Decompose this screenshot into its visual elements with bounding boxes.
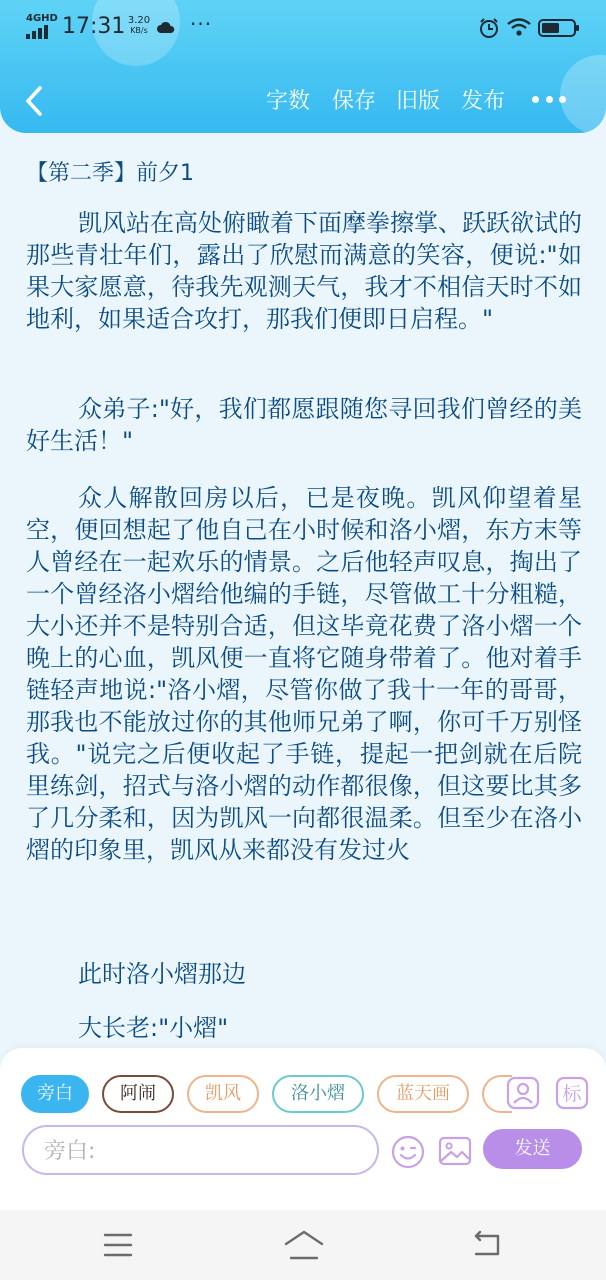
system-nav-bar [0, 1210, 606, 1280]
clock-time: 17:31 [62, 14, 126, 39]
message-input[interactable] [44, 1133, 364, 1169]
menu-icon[interactable] [103, 1232, 133, 1258]
editor-toolbar [0, 72, 606, 128]
role-chip-lantianhua[interactable]: 蓝天画 [377, 1075, 469, 1113]
home-icon[interactable] [283, 1228, 325, 1262]
tag-icon[interactable] [555, 1076, 589, 1110]
story-paragraph: 凯风站在高处俯瞰着下面摩拳擦掌、跃跃欲试的那些青壮年们，露出了欣慰而满意的笑容，便说:"如果大家愿意，待我先观测天气，我才不相信天时不如地利，如果适合攻打，那我们便即日启程。" [26, 209, 582, 333]
dialogue-composer [0, 1048, 606, 1210]
back-icon[interactable] [470, 1230, 504, 1260]
message-input-box [22, 1125, 379, 1175]
cloud-icon [156, 20, 176, 34]
status-bar [0, 0, 606, 56]
story-paragraph: 此时洛小熠那边 [78, 960, 246, 988]
role-chip-luoxiaoyi[interactable]: 洛小熠 [272, 1075, 364, 1113]
story-paragraph: 众人解散回房以后，已是夜晚。凯风仰望着星空，便回想起了他自己在小时候和洛小熠，东方末等人曾经在一起欢乐的情景。之后他轻声叹息，掏出了一个曾经洛小熠给他编的手链，尽管做工十分粗糙，大小还并不是特别合适，但这毕竟花费了洛小熠一个晚上的心血，凯风便一直将它随身带着了。他对着手链轻声地说:"洛小熠，尽管你做了我十一年的哥哥，那我也不能放过你的其他师兄弟了啊，你可千万别怪我。"说完之后便收起了手链，提起一把剑就在后院里练剑，招式与洛小熠的动作都很像，但这要比其多了几分柔和，因为凯风一向都很温柔。但至少在洛小熠的印象里，凯风从来都没有发过火 [26, 484, 582, 864]
svg-text:标: 标 [562, 1083, 582, 1105]
story-content[interactable] [0, 133, 606, 1048]
alarm-icon [478, 17, 500, 39]
chevron-left-icon[interactable] [18, 84, 50, 118]
speed-unit: KB/s [130, 26, 148, 35]
chapter-title: 【第二季】前夕1 [26, 161, 194, 186]
person-card-icon[interactable] [506, 1076, 540, 1110]
image-icon[interactable] [438, 1134, 472, 1168]
publish-button[interactable]: 发布 [461, 89, 506, 114]
network-type: 4GHD [26, 13, 58, 24]
story-paragraph: 大长老:"小熠" [78, 1014, 229, 1042]
send-button[interactable]: 发送 [483, 1129, 582, 1169]
word-count-button[interactable]: 字数 [266, 89, 311, 114]
signal-icon [26, 13, 56, 39]
emoji-icon[interactable] [390, 1134, 426, 1170]
more-dots-icon[interactable] [532, 96, 566, 106]
save-button[interactable]: 保存 [332, 89, 377, 114]
old-version-button[interactable]: 旧版 [396, 89, 441, 114]
app-header [0, 0, 606, 133]
role-chip-anao[interactable]: 阿闹 [102, 1075, 174, 1113]
battery-icon [538, 18, 580, 38]
role-chip-narration[interactable]: 旁白 [21, 1075, 89, 1113]
speed-value: 3.20 [127, 15, 151, 26]
status-overflow: ··· [190, 12, 213, 36]
story-paragraph: 众弟子:"好，我们都愿跟随您寻回我们曾经的美好生活！" [26, 395, 582, 455]
wifi-icon [506, 17, 532, 37]
network-speed [122, 16, 156, 36]
role-chip-kaifeng[interactable]: 凯风 [187, 1075, 259, 1113]
